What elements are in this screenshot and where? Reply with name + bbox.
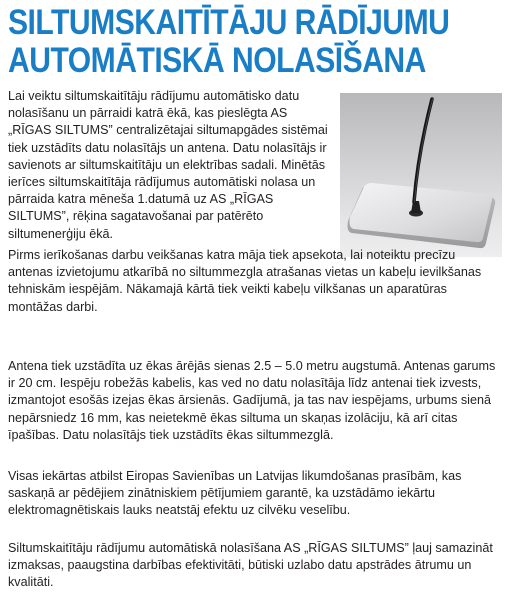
antenna-rod: [414, 99, 432, 202]
paragraph-installation: Antena tiek uzstādīta uz ēkas ārējās sienas 2.5 – 5.0 metru augstumā. Antenas garums ir 20 cm. Iespēju robežās kabelis, kas ved no datu nolasītāja līdz antenai tiek izvests, izmantojot esošās izejas ēkas ārsienās. Gadījumā, ja tas nav iespējams, urbums sienā nepārsniedz 16 mm, kas neietekmē ēkas siltuma un skaņas izolāciju, kā arī citas īpašības. Datu nolasītājs tiek uzstādīts ēkas siltummezglā.: [8, 359, 496, 442]
paragraph-benefits: Siltumskaitītāju rādījumu automātiskā nolasīšana AS „RĪGAS SILTUMS” ļauj samazināt izmaksas, paaugstina darbības efektivitāti, būtiski uzlabo datu apstrādes ātrumu un kvalitāti.: [8, 541, 493, 590]
antenna-illustration: [340, 93, 502, 257]
title-line-2: AUTOMĀTISKĀ NOLASĪŠANA: [8, 41, 426, 80]
paragraph-inspection: Pirms ierīkošanas darbu veikšanas katra māja tiek apsekota, lai noteiktu precīzu antenas izvietojumu atkarībā no siltummezgla atrašanas vietas un kabeļu ievilkšanas tehniskām iespējām. Nākamajā kārtā tiek veikti kabeļu vilkšanas un aparatūras montāžas darbi.: [8, 248, 482, 314]
antenna-photo: [340, 93, 502, 257]
paragraph-intro: Lai veiktu siltumskaitītāju rādījumu automātisko datu nolasīšanu un pārraidi katrā ēkā, kas pieslēgta AS „RĪGAS SILTUMS” centralizētajai siltumapgādes sistēmai tiek uzstādīts datu nolasītājs un antena. Datu nolasītājs ir savienots ar siltumskaitītāju un elektrības sadali. Minētās ierīces siltumskaitītāja rādījumus automātiski nolasa un pārraida katra mēneša 1.datumā uz AS „RĪGAS SILTUMS”, rēķina sagatavošanai par patērēto siltumenerģiju ēkā.: [8, 89, 328, 241]
paragraph-compliance: Visas iekārtas atbilst Eiropas Savienības un Latvijas likumdošanas prasībām, kas saskaņā ar pēdējiem zinātniskiem pētījumiem garantē, ka uzstādāmo iekārtu elektromagnētiskais lauks neatstāj efektu uz cilvēku veselību.: [8, 469, 462, 518]
page-title: [8, 3, 450, 80]
title-line-1: SILTUMSKAITĪTĀJU RĀDĪJUMU: [8, 3, 450, 42]
